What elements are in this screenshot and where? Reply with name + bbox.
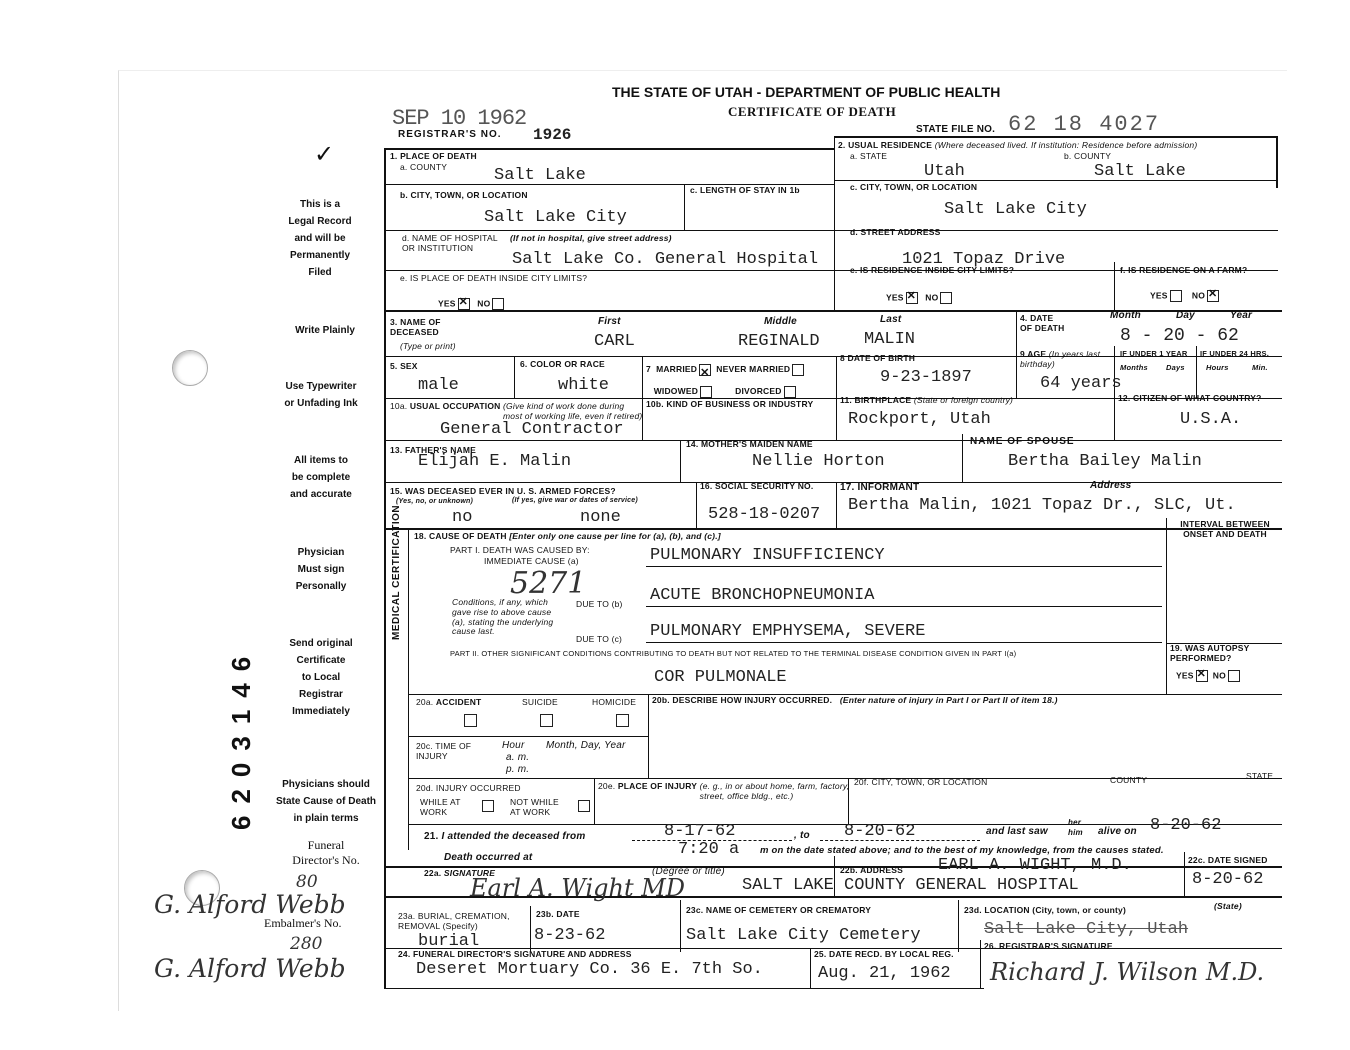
- physician-address: SALT LAKE COUNTY GENERAL HOSPITAL: [742, 876, 1079, 895]
- note-typewriter: Use Typewriter or Unfading Ink: [284, 381, 358, 409]
- item-20b-label: 20b. DESCRIBE HOW INJURY OCCURRED. (Enter nature of injury in Part I or Part II of item 18.): [652, 695, 1058, 705]
- first-name: CARL: [594, 332, 635, 351]
- alive-on-label: alive on: [1098, 826, 1137, 837]
- item-23a-label: 23a. BURIAL, CREMATION, REMOVAL (Specify): [398, 911, 510, 931]
- birthplace: Rockport, Utah: [848, 410, 991, 429]
- note-complete: All items to be complete and accurate: [290, 455, 352, 500]
- item-15-label: 15. WAS DECEASED EVER IN U. S. ARMED FORCES?: [390, 486, 616, 496]
- hour-label: Hour: [502, 740, 525, 751]
- informant-address-label: Address: [1090, 480, 1132, 491]
- res-city-yes-checkbox[interactable]: [906, 292, 918, 304]
- item-24-label: 24. FUNERAL DIRECTOR'S SIGNATURE AND ADDRESS: [398, 949, 632, 959]
- item-11-label: 11. BIRTHPLACE (State or foreign country): [840, 395, 1014, 405]
- degree-label: (Degree or title): [652, 866, 725, 877]
- registrar-no: 1926: [533, 126, 572, 144]
- date-received: Aug. 21, 1962: [818, 964, 951, 983]
- date-signed: 8-20-62: [1192, 870, 1264, 889]
- item-15-note2: (If yes, give war or dates of service): [512, 497, 638, 504]
- item-5-label: 5. SEX: [390, 361, 418, 371]
- item-8-label: 8 DATE OF BIRTH: [840, 353, 916, 363]
- occupation: General Contractor: [440, 420, 624, 439]
- middle-name-label: Middle: [764, 316, 797, 327]
- item-2e-label: e. IS RESIDENCE INSIDE CITY LIMITS?: [850, 265, 1015, 275]
- burial-date: 8-23-62: [534, 926, 606, 945]
- informant: Bertha Malin, 1021 Topaz Dr., SLC, Ut.: [848, 496, 1236, 515]
- date-stamp: SEP 10 1962: [392, 106, 527, 131]
- year-label: Year: [1230, 310, 1253, 321]
- autopsy-yes-checkbox[interactable]: [1196, 670, 1208, 682]
- day-label: Day: [1176, 310, 1195, 321]
- spouse-name: Bertha Bailey Malin: [1008, 452, 1202, 471]
- state-label: STATE: [1246, 771, 1274, 781]
- farm-yes-checkbox[interactable]: [1170, 290, 1182, 302]
- last-name: MALIN: [864, 330, 916, 349]
- armed-forces: no: [452, 508, 473, 527]
- embalmer-no: 280: [290, 934, 323, 954]
- item-4-label: 4. DATE OF DEATH: [1020, 313, 1065, 333]
- homicide-label: HOMICIDE: [592, 697, 637, 707]
- residence-state: Utah: [924, 162, 965, 181]
- date-of-death: 8 - 20 - 62: [1120, 326, 1239, 346]
- attended-from: 8-17-62: [664, 822, 736, 841]
- vertical-serial-number: 6203146: [226, 644, 256, 830]
- date-of-birth: 9-23-1897: [880, 368, 972, 387]
- cause-code: 5271: [510, 566, 587, 601]
- under-24-hrs-label: IF UNDER 24 HRS.: [1200, 349, 1270, 358]
- item-20f-label: 20f. CITY, TOWN, OR LOCATION: [854, 777, 988, 787]
- autopsy-no-checkbox[interactable]: [1228, 670, 1240, 682]
- pm-label: p. m.: [506, 764, 530, 775]
- hours-label: Hours: [1206, 363, 1229, 372]
- death-city-no-checkbox[interactable]: [492, 298, 504, 310]
- note-cause-plain: Physicians should State Cause of Death in plain terms: [275, 779, 377, 824]
- item-1b-label: b. CITY, TOWN, OR LOCATION: [400, 190, 528, 200]
- widowed-checkbox[interactable]: [700, 386, 712, 398]
- to-label: , to: [794, 830, 810, 841]
- last-name-label: Last: [880, 314, 902, 325]
- farm-no-checkbox[interactable]: [1207, 290, 1219, 302]
- death-occurred-label: Death occurred at: [444, 852, 533, 863]
- note-legal-record: This is a Legal Record and will be Permanently Filed: [288, 199, 352, 278]
- item-26-label: 26. REGISTRAR'S SIGNATURE: [984, 941, 1113, 951]
- due-to-b-label: DUE TO (b): [576, 599, 623, 609]
- item-1d-note: (If not in hospital, give street address): [510, 233, 672, 243]
- race: white: [558, 376, 610, 395]
- residence-county: Salt Lake: [1094, 162, 1186, 181]
- married-checkbox[interactable]: [699, 364, 711, 376]
- conditions-label: Conditions, if any, which gave rise to above cause (a), stating the underlying cause last.: [452, 597, 554, 637]
- check-mark: ✓: [314, 141, 335, 168]
- citizenship: U.S.A.: [1180, 410, 1242, 429]
- item-10b-label: 10b. KIND OF BUSINESS OR INDUSTRY: [646, 399, 814, 409]
- item-1d-label: d. NAME OF HOSPITAL OR INSTITUTION: [402, 233, 498, 253]
- residence-farm: YES NO✕: [1150, 290, 1219, 302]
- item-2a-label: a. STATE: [850, 151, 888, 161]
- certificate-title: CERTIFICATE OF DEATH: [728, 104, 897, 119]
- min-label: Min.: [1252, 363, 1268, 372]
- item-23d-label: 23d. LOCATION (City, town, or county): [964, 905, 1126, 915]
- cause-part2: COR PULMONALE: [654, 668, 787, 687]
- item-21: 21. I attended the deceased from: [424, 831, 586, 842]
- immediate-cause-label: IMMEDIATE CAUSE (a): [484, 556, 579, 566]
- item-1-label: 1. PLACE OF DEATH: [390, 151, 477, 161]
- item-20c-label: 20c. TIME OF INJURY: [416, 741, 472, 761]
- month-label: Month: [1110, 310, 1141, 321]
- item-14-label: 14. MOTHER'S MAIDEN NAME: [686, 439, 813, 449]
- item-20e-label: 20e. PLACE OF INJURY (e. g., in or about home, farm, factory, street, office bldg., etc.): [598, 781, 850, 801]
- while-at-work-checkbox[interactable]: [482, 800, 494, 812]
- item-12-label: 12. CITIZEN OF WHAT COUNTRY?: [1118, 393, 1262, 403]
- physician-name: EARL A. WIGHT, M.D.: [938, 856, 1132, 875]
- social-security: 528-18-0207: [708, 505, 821, 524]
- cause-a: PULMONARY INSUFFICIENCY: [650, 546, 885, 565]
- due-to-c-label: DUE TO (c): [576, 634, 623, 644]
- cause-c: PULMONARY EMPHYSEMA, SEVERE: [650, 622, 926, 641]
- father-name: Elijah E. Malin: [418, 452, 572, 471]
- first-name-label: First: [598, 316, 621, 327]
- part2-label: PART II. OTHER SIGNIFICANT CONDITIONS CONTRIBUTING TO DEATH BUT NOT RELATED TO THE TERMINAL DISEASE CONDITION GIVEN IN PART I(a): [450, 649, 1017, 658]
- age: 64 years: [1040, 374, 1122, 393]
- spouse-label: NAME OF SPOUSE: [970, 436, 1075, 447]
- residence-city: Salt Lake City: [944, 200, 1087, 219]
- punch-hole-top: [172, 350, 208, 386]
- embalmer-label: Embalmer's No.: [264, 916, 342, 930]
- note-write-plainly: Write Plainly: [295, 325, 355, 336]
- item-6-label: 6. COLOR OR RACE: [520, 359, 605, 369]
- mdy-label: Month, Day, Year: [546, 740, 626, 751]
- note-send-original: Send original Certificate to Local Registrar Immediately: [289, 638, 353, 717]
- item-22a-label: 22a. SIGNATURE: [424, 868, 496, 878]
- physician-signature: Earl A. Wight MD: [470, 874, 686, 902]
- am-label: a. m.: [506, 752, 530, 763]
- item-20d-label: 20d. INJURY OCCURRED: [416, 783, 521, 793]
- item-23d-state: (State): [1214, 901, 1242, 911]
- alive-date: 8-20-62: [1150, 816, 1222, 835]
- disposition: burial: [418, 932, 480, 951]
- item-1a-label: a. COUNTY: [400, 162, 448, 172]
- item-23c-label: 23c. NAME OF CEMETERY OR CREMATORY: [686, 905, 872, 915]
- county-label: COUNTY: [1110, 775, 1148, 785]
- not-while-at-work-checkbox[interactable]: [578, 800, 590, 812]
- item-16-label: 16. SOCIAL SECURITY NO.: [700, 481, 814, 491]
- her-him-label: her him: [1068, 818, 1083, 837]
- item-25-label: 25. DATE RECD. BY LOCAL REG.: [814, 949, 954, 959]
- death-city-yes-checkbox[interactable]: [458, 298, 470, 310]
- funeral-director-no: 80: [296, 872, 318, 892]
- residence-street: 1021 Topaz Drive: [902, 250, 1066, 269]
- part1-label: PART I. DEATH WAS CAUSED BY:: [450, 545, 590, 555]
- under-1-year-label: IF UNDER 1 YEAR: [1120, 349, 1188, 358]
- embalmer-signature: G. Alford Webb: [154, 954, 346, 983]
- registrar-no-label: REGISTRAR'S NO.: [398, 129, 502, 140]
- item-13-label: 13. FATHER'S NAME: [390, 445, 477, 455]
- death-occurred-text: m on the date stated above; and to the best of my knowledge, from the causes stated.: [760, 845, 1164, 856]
- divorced-checkbox[interactable]: [784, 386, 796, 398]
- accident-checkbox[interactable]: [464, 714, 477, 727]
- note-physician-sign: Physician Must sign Personally: [295, 547, 347, 592]
- death-county: Salt Lake: [494, 166, 586, 185]
- last-saw-label: and last saw: [986, 826, 1048, 837]
- months-label: Months: [1120, 363, 1148, 372]
- item-22c-label: 22c. DATE SIGNED: [1188, 855, 1268, 865]
- item-2-label: 2. USUAL RESIDENCE (Where deceased lived. If institution: Residence before admission): [838, 140, 1198, 150]
- cause-b: ACUTE BRONCHOPNEUMONIA: [650, 586, 875, 605]
- item-9-label: 9 AGE (In years last birthday): [1020, 349, 1101, 369]
- item-2d-label: d. STREET ADDRESS: [850, 227, 941, 237]
- interval-label: INTERVAL BETWEEN ONSET AND DEATH: [1180, 519, 1270, 539]
- item-2c-label: c. CITY, TOWN, OR LOCATION: [850, 182, 978, 192]
- hospital-name: Salt Lake Co. General Hospital: [512, 250, 819, 269]
- item-1e-label: e. IS PLACE OF DEATH INSIDE CITY LIMITS?: [400, 273, 588, 283]
- item-3-label: 3. NAME OF DECEASED: [390, 317, 441, 337]
- item-2b-label: b. COUNTY: [1064, 151, 1112, 161]
- registrar-signature: Richard J. Wilson M.D.: [990, 958, 1265, 986]
- death-city: Salt Lake City: [484, 208, 627, 227]
- res-city-no-checkbox[interactable]: [940, 292, 952, 304]
- days-label: Days: [1166, 363, 1185, 372]
- mother-name: Nellie Horton: [752, 452, 885, 471]
- medical-certification-label: MEDICAL CERTIFICATION: [391, 504, 402, 640]
- item-17-label: 17. INFORMANT: [840, 482, 920, 493]
- item-23b-label: 23b. DATE: [536, 909, 580, 919]
- suicide-checkbox[interactable]: [540, 714, 553, 727]
- cemetery: Salt Lake City Cemetery: [686, 926, 921, 945]
- funeral-director: Deseret Mortuary Co. 36 E. 7th So.: [416, 960, 763, 979]
- residence-city-limits: YES✕ NO: [886, 292, 952, 304]
- sex: male: [418, 376, 459, 395]
- state-file-no: 62 18 4027: [1008, 112, 1161, 137]
- item-1c-label: c. LENGTH OF STAY IN 1b: [690, 185, 800, 195]
- item-15-note1: (Yes, no, or unknown): [396, 498, 474, 505]
- item-7-marital: 7 MARRIED✕ NEVER MARRIED WIDOWED DIVORCED: [646, 358, 804, 402]
- cemetery-location: Salt Lake City, Utah: [984, 920, 1189, 939]
- armed-forces-service: none: [580, 508, 621, 527]
- while-at-work: WHILE AT WORK: [420, 797, 461, 817]
- autopsy: YES✕ NO: [1176, 670, 1240, 682]
- item-22b-label: 22b. ADDRESS: [840, 865, 904, 875]
- attended-to: 8-20-62: [844, 822, 916, 841]
- item-3-sub: (Type or print): [400, 341, 456, 351]
- item-18-label: 18. CAUSE OF DEATH [Enter only one cause per line for (a), (b), and (c).]: [414, 531, 721, 541]
- not-while-at-work: NOT WHILE AT WORK: [510, 797, 559, 817]
- death-city-limits: YES✕ NO: [438, 298, 504, 310]
- item-20a-label: 20a. ACCIDENT: [416, 697, 482, 707]
- suicide-label: SUICIDE: [522, 697, 558, 707]
- death-time: 7:20 a: [678, 840, 740, 859]
- middle-name: REGINALD: [738, 332, 820, 351]
- state-file-label: STATE FILE NO.: [916, 124, 996, 135]
- item-2f-label: f. IS RESIDENCE ON A FARM?: [1120, 265, 1248, 275]
- never-married-checkbox[interactable]: [792, 364, 804, 376]
- item-19-label: 19. WAS AUTOPSY PERFORMED?: [1170, 643, 1250, 663]
- funeral-director-signature: G. Alford Webb: [154, 890, 346, 919]
- funeral-director-label: Funeral Director's No.: [292, 838, 360, 867]
- homicide-checkbox[interactable]: [616, 714, 629, 727]
- item-10a-label: 10a. USUAL OCCUPATION (Give kind of work done during most of working life, even if retired): [390, 401, 643, 421]
- state-title: THE STATE OF UTAH - DEPARTMENT OF PUBLIC HEALTH: [612, 84, 1001, 100]
